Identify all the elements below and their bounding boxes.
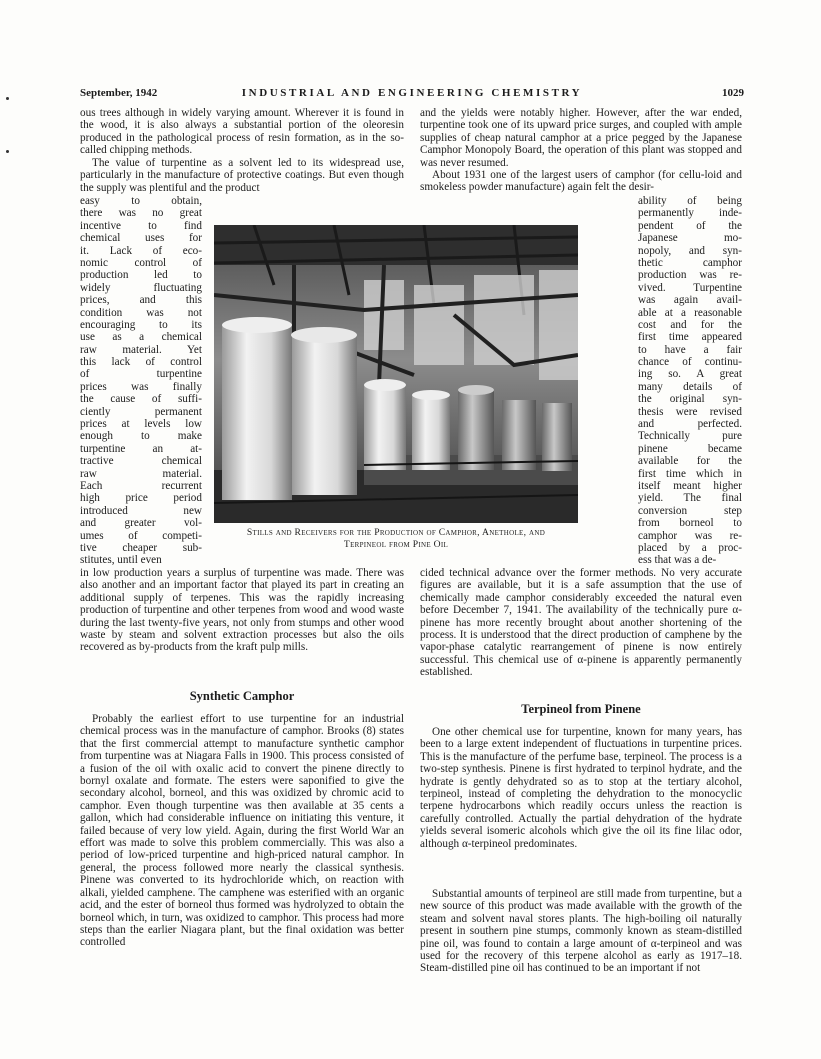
left-paragraph-1: ous trees although in widely varying amount. Wherever it is found in the wood, it is also always a substantial portion of the oleoresin produced in the pathological process of resin formation, as in the so-called chipping methods. xyxy=(80,107,404,157)
journal-title: INDUSTRIAL AND ENGINEERING CHEMISTRY xyxy=(241,87,583,99)
wrapped-line: the cause of suffi- xyxy=(80,393,202,406)
wrapped-line: condition was not xyxy=(80,306,202,319)
wrapped-line: camphor was re- xyxy=(638,529,742,542)
wrapped-line: high price period xyxy=(80,492,202,505)
wrapped-line: of turpentine xyxy=(80,368,202,381)
figure-caption xyxy=(214,527,578,551)
right-wrap-text xyxy=(638,195,742,567)
wrapped-line: nomic control of xyxy=(80,256,202,269)
figure-caption-line-2: Terpineol from Pine Oil xyxy=(343,539,449,550)
left-paragraph-2: The value of turpentine as a solvent led to its widespread use, particularly in the manufacture of protective coatings. But even though the supply was plentiful and the product xyxy=(80,157,404,194)
wrapped-line: raw material. xyxy=(80,467,202,480)
wrapped-line: from borneol to xyxy=(638,517,742,530)
wrapped-line: Each recurrent xyxy=(80,479,202,492)
right-paragraph-1: and the yields were notably higher. However, after the war ended, turpentine took one of its upward price surges, and coupled with ample supplies of cheap natural camphor at a price pegged by the Japanese Camphor Monopoly Board, the operation of this plant was stopped and was never resumed. xyxy=(420,107,742,169)
wrapped-line: placed by a proc- xyxy=(638,541,742,554)
wrapped-line: prices at levels low xyxy=(80,418,202,431)
wrapped-line: was again avail- xyxy=(638,294,742,307)
wrapped-line: nopoly, and syn- xyxy=(638,244,742,257)
wrapped-line: incentive to find xyxy=(80,219,202,232)
wrapped-line: ability of being xyxy=(638,195,742,207)
wrapped-line: it. Lack of eco- xyxy=(80,244,202,257)
wrapped-line: first time which in xyxy=(638,467,742,480)
wrapped-line: conversion step xyxy=(638,504,742,517)
wrapped-line: pinene became xyxy=(638,442,742,455)
right-paragraph-5: Substantial amounts of terpineol are still made from turpentine, but a new source of this product was made available with the growth of the steam and solvent naval stores plants. The high-boiling oil naturally present in southern pine stumps, commonly known as steam-distilled pine oil, was found to contain a large amount of α-terpineol and was used for the recovery of this terpene alcohol as early as 1917–18. Steam-distilled pine oil has continued to be an important if not xyxy=(420,888,742,975)
wrapped-line: prices, and this xyxy=(80,294,202,307)
margin-dot xyxy=(6,97,9,100)
wrapped-line: many details of xyxy=(638,380,742,393)
wrapped-line: introduced new xyxy=(80,504,202,517)
wrapped-line: tive cheaper sub- xyxy=(80,541,202,554)
wrapped-line: production was re- xyxy=(638,269,742,282)
wrapped-line: thesis were revised xyxy=(638,405,742,418)
figure-photo-stills-and-receivers xyxy=(214,225,578,523)
left-paragraph-4: Probably the earliest effort to use turpentine for an industrial chemical process was in the manufacture of camphor. Brooks (8) states that the first commercial attempt to manufacture synthetic camphor from turpentine was at Niagara Falls in 1900. This process consisted of a fusion of the oil with oxalic acid to convert the pinene directly to bornyl oxalate and formate. The esters were saponified to give the secondary alcohol, borneol, and this was oxidized by chromic acid to camphor. Even though turpentine was then available at 35 cents a gallon, which had considerable influence on initiating this venture, it failed because of very low yield. Again, during the first World War an effort was made to solve this problem commercially. This was also a period of low-priced turpentine and high-priced natural camphor. In general, the process followed more nearly the classical synthesis. Pinene was converted to its hydrochloride which, on reaction with alkali, yielded camphene. The camphene was esterified with an organic acid, and the ester of borneol thus formed was hydrolyzed to obtain the borneol which, in turn, was oxidized to camphor. This process had more steps than the earlier Niagara plant, but the final oxidation was better controlled xyxy=(80,713,404,949)
wrapped-line: to have a fair xyxy=(638,343,742,356)
wrapped-line: and perfected. xyxy=(638,418,742,431)
figure-caption-line-1: Stills and Receivers for the Production of Camphor, Anethole, and xyxy=(246,527,546,538)
wrapped-line: the original syn- xyxy=(638,393,742,406)
wrapped-line: pendent of the xyxy=(638,219,742,232)
wrapped-line: production led to xyxy=(80,269,202,282)
wrapped-line: prices was finally xyxy=(80,380,202,393)
issue-date: September, 1942 xyxy=(80,87,158,99)
wrapped-line: ing so. A great xyxy=(638,368,742,381)
wrapped-line: thetic camphor xyxy=(638,256,742,269)
wrapped-line: first time appeared xyxy=(638,331,742,344)
section-heading-terpineol: Terpineol from Pinene xyxy=(521,702,641,716)
wrapped-line: able at a reasonable xyxy=(638,306,742,319)
wrapped-line: Technically pure xyxy=(638,430,742,443)
wrapped-line: use as a chemical xyxy=(80,331,202,344)
wrapped-line: encouraging to its xyxy=(80,318,202,331)
wrapped-line: enough to make xyxy=(80,430,202,443)
wrapped-line: this lack of control xyxy=(80,356,202,369)
wrapped-line: chance of continu- xyxy=(638,356,742,369)
wrapped-line: permanently inde- xyxy=(638,207,742,220)
running-header xyxy=(80,87,744,103)
wrapped-line: and greater vol- xyxy=(80,517,202,530)
wrapped-line: easy to obtain, xyxy=(80,195,202,207)
wrapped-line: chemical uses for xyxy=(80,232,202,245)
right-paragraph-3: cided technical advance over the former methods. No very accurate figures are available, but it is a safe assumption that the use of chemically made camphor considerably exceeded the natural even before December 7, 1941. The availability of the technically pure α-pinene has more recently brought about another shortening of the process. It is understood that the direct production of camphene by the vapor-phase catalytic rearrangement of pinene is now entirely successful. This chemical use of α-pinene is apparently permanently established. xyxy=(420,567,742,679)
wrapped-line: stitutes, until even xyxy=(80,554,162,567)
wrapped-line: vived. Turpentine xyxy=(638,281,742,294)
wrapped-line: raw material. Yet xyxy=(80,343,202,356)
factory-photo-illustration xyxy=(214,225,578,523)
right-paragraph-2: About 1931 one of the largest users of camphor (for cellu-loid and smokeless powder manufacture) again felt the desir- xyxy=(420,169,742,194)
wrapped-line: yield. The final xyxy=(638,492,742,505)
wrapped-line: ciently permanent xyxy=(80,405,202,418)
wrapped-line: there was no great xyxy=(80,207,202,220)
wrapped-line: itself meant higher xyxy=(638,479,742,492)
margin-dot xyxy=(6,150,9,153)
wrapped-line: cost and for the xyxy=(638,318,742,331)
wrapped-line: turpentine an at- xyxy=(80,442,202,455)
left-paragraph-3: in low production years a surplus of turpentine was made. There was also another and an important factor that played its part in creating an additional supply of terpenes. This was the rapidly increasing production of turpentine and other terpenes from wood and wood waste during the last twenty-five years, not only from stumps and other wood waste by steam and solvent extraction processes but also the oils recovered as by-products from the kraft pulp mills. xyxy=(80,567,404,654)
wrapped-line: ess that was a de- xyxy=(638,554,717,567)
wrapped-line: widely fluctuating xyxy=(80,281,202,294)
left-wrap-text xyxy=(80,195,202,567)
section-heading-synthetic-camphor: Synthetic Camphor xyxy=(189,689,295,703)
wrapped-line: tractive chemical xyxy=(80,455,202,468)
wrapped-line: Japanese mo- xyxy=(638,232,742,245)
wrapped-line: available for the xyxy=(638,455,742,468)
page-number: 1029 xyxy=(722,87,744,99)
wrapped-line: umes of competi- xyxy=(80,529,202,542)
right-paragraph-4: One other chemical use for turpentine, known for many years, has been to a large extent independent of fluctuations in turpentine prices. This is the manufacture of the perfume base, terpineol. The process is a two-step synthesis. Pinene is first hydrated to terpinol hydrate, and the hydrate is gently dehydrated so as to stop at the tertiary alcohol, terpineol, instead of completing the dehydration to the monocyclic terpene hydrocarbons which readily occurs unless the reaction is carefully controlled. Actually the partial dehydration of the hydrate yields several isomeric alcohols which give the oil its fine lilac odor, although α-terpineol predominates. xyxy=(420,726,742,850)
